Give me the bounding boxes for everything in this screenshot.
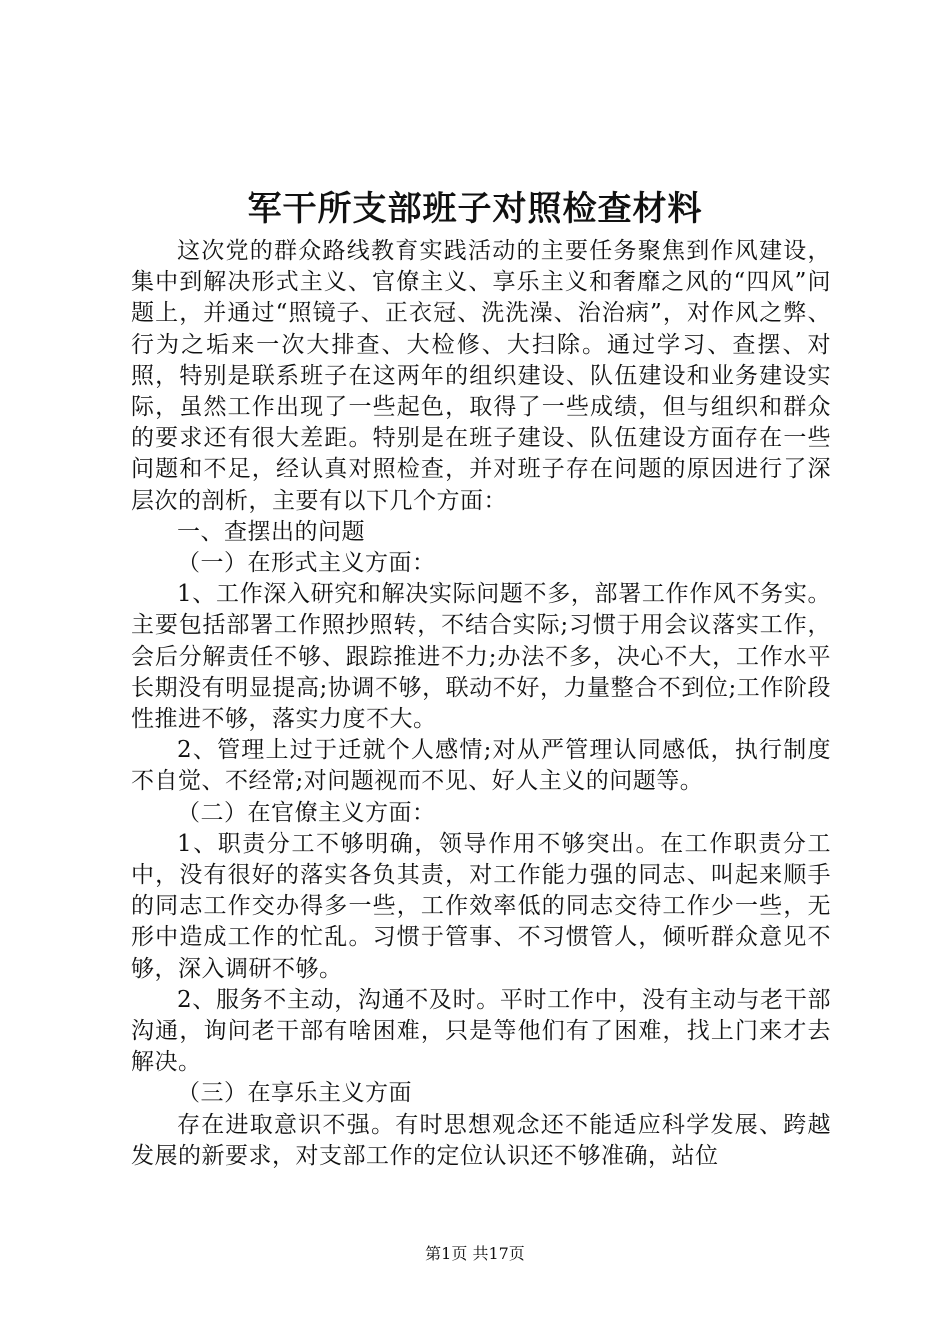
paragraph-hedonism-1: 存在进取意识不强。有时思想观念还不能适应科学发展、跨越发展的新要求，对支部工作的定位认识还不够准确，站位 bbox=[131, 1111, 831, 1169]
document-title: 军干所支部班子对照检查材料 bbox=[247, 189, 703, 229]
subsection-heading-bureaucracy: （二）在官僚主义方面： bbox=[177, 799, 436, 826]
intro-paragraph: 这次党的群众路线教育实践活动的主要任务聚焦到作风建设，集中到解决形式主义、官僚主义、享乐主义和奢靡之风的“四风”问题上，并通过“照镜子、正衣冠、洗洗澡、治治病”，对作风之弊、行为之垢来一次大排查、大检修、大扫除。通过学习、查摆、对照，特别是联系班子在这两年的组织建设、队伍建设和业务建设实际，虽然工作出现了一些起色，取得了一些成绩，但与组织和群众的要求还有很大差距。特别是在班子建设、队伍建设方面存在一些问题和不足，经认真对照检查，并对班子存在问题的原因进行了深层次的剖析，主要有以下几个方面： bbox=[131, 238, 831, 514]
paragraph-formalism-1: 1、工作深入研究和解决实际问题不多，部署工作作风不务实。主要包括部署工作照抄照转，不结合实际;习惯于用会议落实工作，会后分解责任不够、跟踪推进不力;办法不多，决心不大，工作水平长期没有明显提高;协调不够，联动不好，力量整合不到位;工作阶段性推进不够，落实力度不大。 bbox=[131, 581, 831, 733]
paragraph-bureaucracy-2: 2、服务不主动，沟通不及时。平时工作中，没有主动与老干部沟通，询问老干部有啥困难，只是等他们有了困难，找上门来才去解决。 bbox=[131, 986, 831, 1076]
subsection-heading-hedonism: （三）在享乐主义方面 bbox=[177, 1080, 412, 1107]
paragraph-bureaucracy-1: 1、职责分工不够明确，领导作用不够突出。在工作职责分工中，没有很好的落实各负其责，对工作能力强的同志、叫起来顺手的同志工作交办得多一些，工作效率低的同志交待工作少一些，无形中造成工作的忙乱。习惯于管事、不习惯管人，倾听群众意见不够，深入调研不够。 bbox=[131, 830, 831, 982]
page-footer: 第1页 共17页 bbox=[425, 1244, 525, 1263]
subsection-heading-formalism: （一）在形式主义方面： bbox=[177, 550, 436, 577]
document-body bbox=[131, 236, 831, 1172]
section-heading-problems: 一、查摆出的问题 bbox=[177, 518, 365, 545]
paragraph-formalism-2: 2、管理上过于迁就个人感情;对从严管理认同感低，执行制度不自觉、不经常;对问题视而不见、好人主义的问题等。 bbox=[131, 737, 831, 795]
